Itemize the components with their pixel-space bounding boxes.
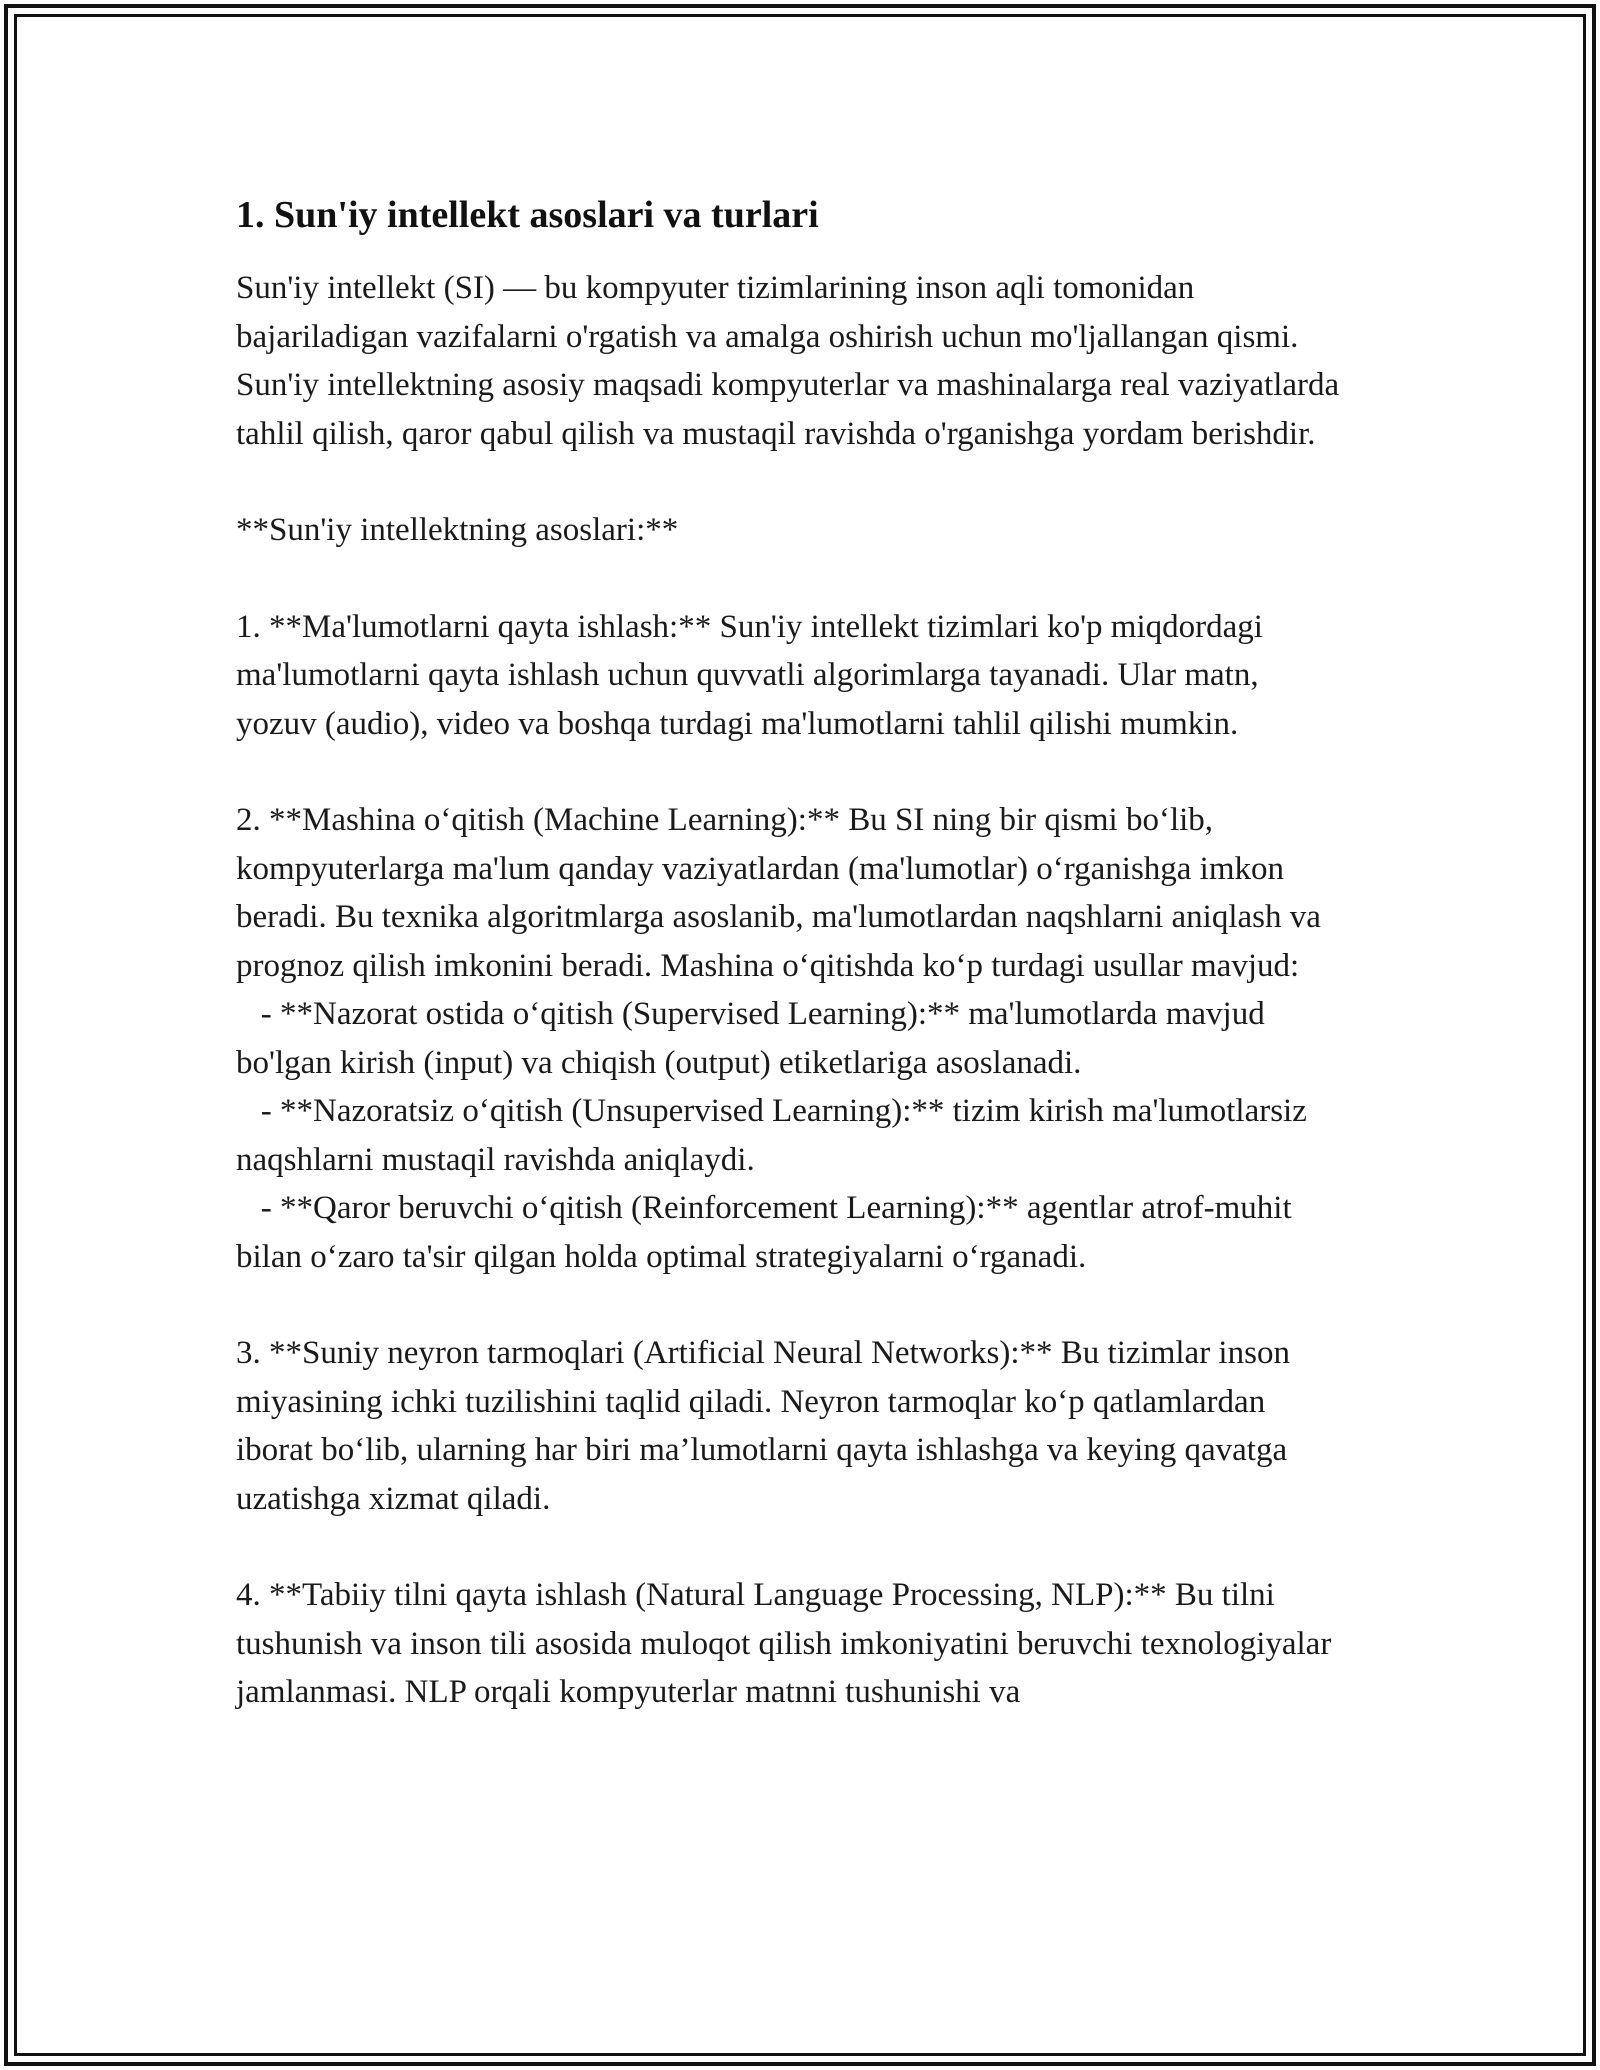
- section-heading: 1. Sun'iy intellekt asoslari va turlari: [236, 194, 819, 236]
- list-item-neural-networks: 3. **Suniy neyron tarmoqlari (Artificial Neural Networks):** Bu tizimlar inson miyasining ichki tuzilishini taqlid qiladi. Neyron tarmoqlar koʻp qatlamlardan iborat boʻlib, ularning har biri ma’lumotlarni qayta ishlashga va keying qavatga uzatishga xizmat qiladi.: [236, 1335, 1299, 1517]
- list-item-machine-learning: 2. **Mashina oʻqitish (Machine Learning):** Bu SI ning bir qismi boʻlib, kompyuterlarga ma'lum qanday vaziyatlardan (ma'lumotlar) oʻrganishga imkon beradi. Bu texnika algoritmlarga asoslanib, ma'lumotlardan naqshlarni aniqlash va prognoz qilish imkonini beradi. Mashina oʻqitishda koʻp turdagi usullar mavjud: - **Nazorat ostida oʻqitish (Supervised Learning):** ma'lumotlarda mavjud bo'lgan kirish (input) va chiqish (output) etiketlariga asoslanadi. - **Nazoratsiz oʻqitish (Unsupervised Learning):** tizim kirish ma'lumotlarsiz naqshlarni mustaqil ravishda aniqlaydi. - **Qaror beruvchi oʻqitish (Reinforcement Learning):** agentlar atrof-muhit bilan oʻzaro ta'sir qilgan holda optimal strategiyalarni oʻrganadi.: [236, 802, 1321, 1275]
- intro-paragraph: Sun'iy intellekt (SI) — bu kompyuter tizimlarining inson aqli tomonidan bajariladigan vazifalarni o'rgatish va amalga oshirish uchun mo'ljallangan qismi. Sun'iy intellektning asosiy maqsadi kompyuterlar va mashinalarga real vaziyatlarda tahlil qilish, qaror qabul qilish va mustaqil ravishda o'rganishga yordam berishdir.: [236, 270, 1348, 452]
- basics-subheading: **Sun'iy intellektning asoslari:**: [236, 512, 679, 548]
- list-item-data-processing: 1. **Ma'lumotlarni qayta ishlash:** Sun'iy intellekt tizimlari ko'p miqdordagi ma'lumotlarni qayta ishlash uchun quvvatli algorimlarga tayanadi. Ular matn, yozuv (audio), video va boshqa turdagi ma'lumotlarni tahlil qilishi mumkin.: [236, 608, 1272, 742]
- document-body: [236, 188, 1346, 1765]
- list-item-nlp: 4. **Tabiiy tilni qayta ishlash (Natural Language Processing, NLP):** Bu tilni tushunish va inson tili asosida muloqot qilish imkoniyatini beruvchi texnologiyalar jamlanmasi. NLP orqali kompyuterlar matnni tushunishi va: [236, 1577, 1340, 1710]
